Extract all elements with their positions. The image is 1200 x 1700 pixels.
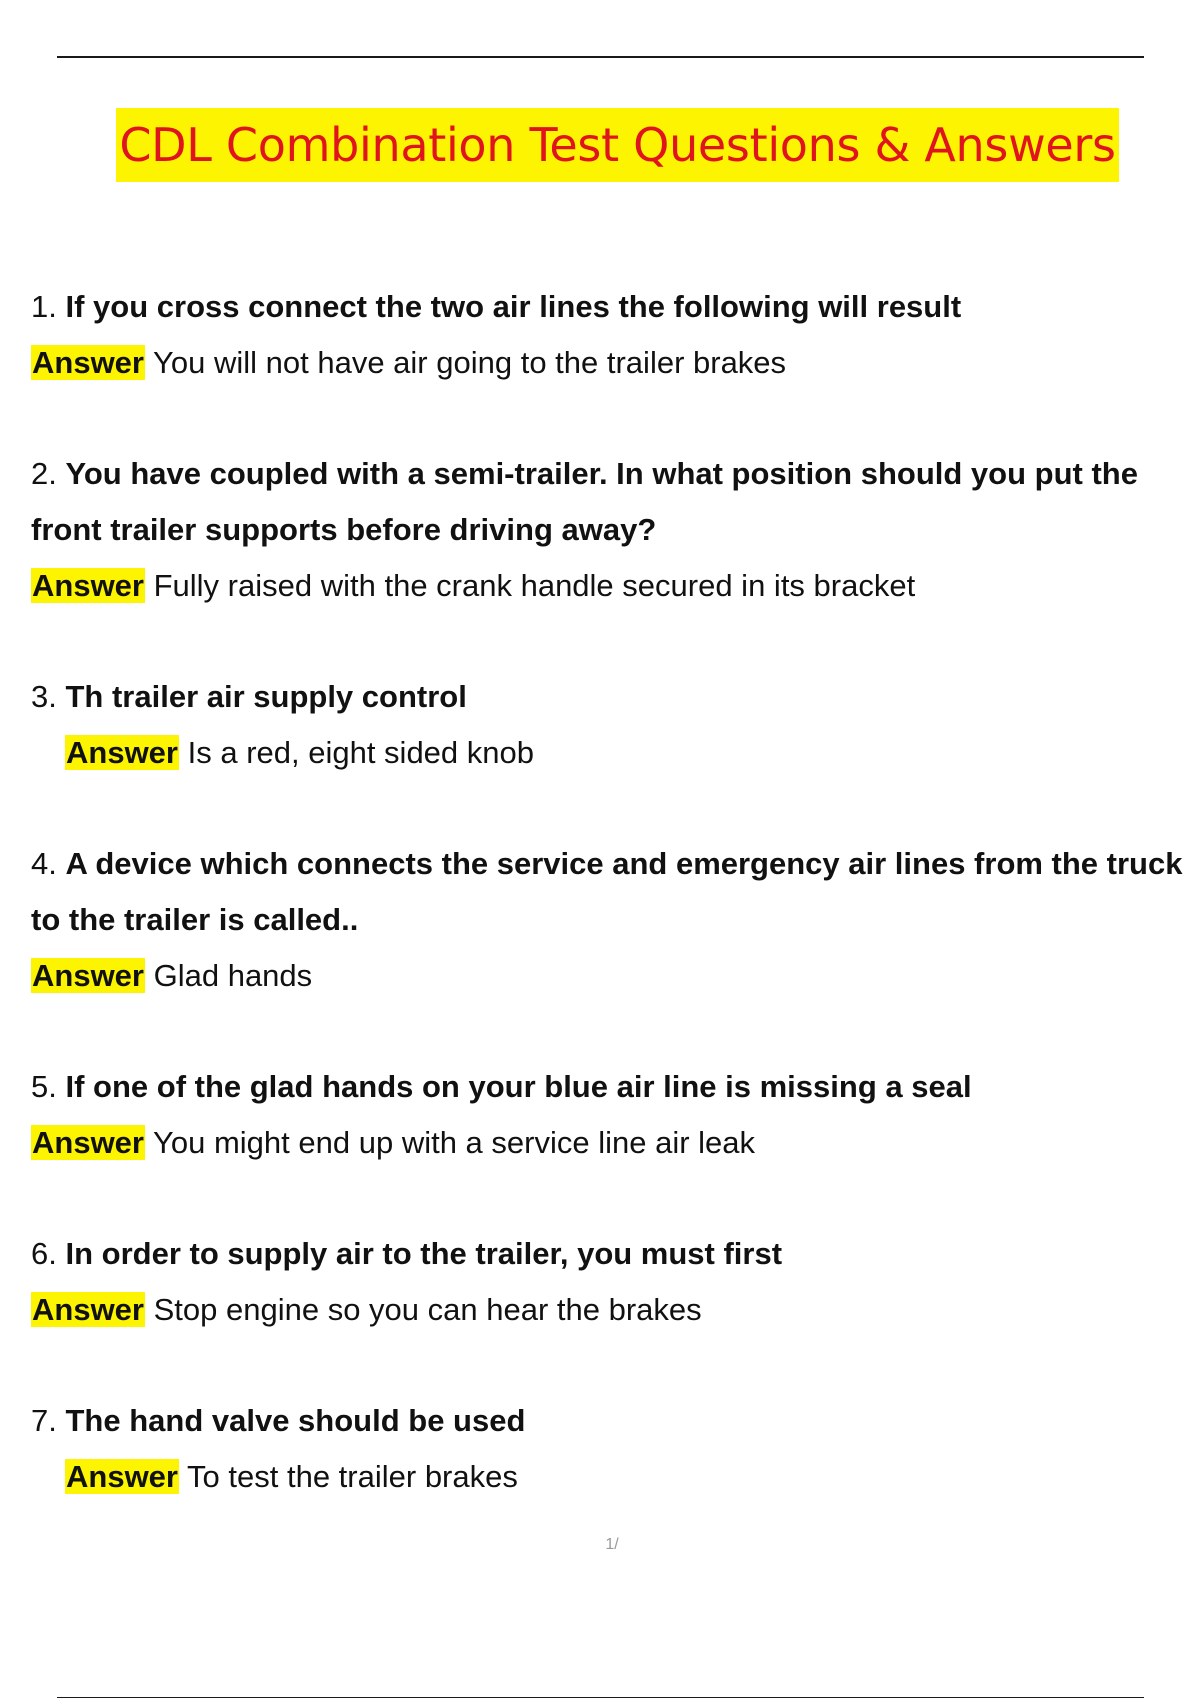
- question-text: The hand valve should be used: [65, 1403, 526, 1438]
- question-number: 1.: [31, 289, 57, 324]
- qa-item-6: [31, 1226, 1196, 1338]
- question: [31, 836, 1196, 948]
- document-title: CDL Combination Test Questions & Answers: [116, 108, 1118, 182]
- answer: [31, 948, 1196, 1004]
- question: [31, 446, 1196, 558]
- qa-item-7: [31, 1393, 1196, 1505]
- answer-text: You might end up with a service line air leak: [153, 1125, 756, 1160]
- qa-item-5: [31, 1059, 1196, 1171]
- question-number: 3.: [31, 679, 57, 714]
- question: [31, 279, 1196, 335]
- answer-label: Answer: [32, 958, 144, 993]
- question-number: 4.: [31, 846, 57, 881]
- question-text: Th trailer air supply control: [65, 679, 467, 714]
- answer-label: Answer: [32, 345, 144, 380]
- question-number: 7.: [31, 1403, 57, 1438]
- answer: [31, 1115, 1196, 1171]
- answer-text: Glad hands: [153, 958, 313, 993]
- title-container: [0, 108, 1200, 182]
- answer: [31, 558, 1196, 614]
- answer-text: Is a red, eight sided knob: [187, 735, 534, 770]
- answer-text: To test the trailer brakes: [187, 1459, 518, 1494]
- question: [31, 1226, 1196, 1282]
- question-text: A device which connects the service and emergency air lines from the truck to the trailer is called..: [31, 846, 1183, 937]
- answer-label: Answer: [66, 735, 178, 770]
- question-text: If you cross connect the two air lines the following will result: [65, 289, 962, 324]
- top-rule: [57, 56, 1144, 58]
- qa-item-4: [31, 836, 1196, 1004]
- answer-label: Answer: [66, 1459, 178, 1494]
- qa-item-3: [31, 669, 1196, 781]
- answer-text: Fully raised with the crank handle secured in its bracket: [153, 568, 916, 603]
- question-text: You have coupled with a semi-trailer. In what position should you put the front trailer supports before driving away?: [31, 456, 1138, 547]
- answer-label: Answer: [32, 568, 144, 603]
- question-number: 6.: [31, 1236, 57, 1271]
- answer-label: Answer: [32, 1125, 144, 1160]
- question-number: 2.: [31, 456, 57, 491]
- question-text: In order to supply air to the trailer, you must first: [65, 1236, 783, 1271]
- answer-label: Answer: [32, 1292, 144, 1327]
- qa-item-2: [31, 446, 1196, 614]
- answer: [31, 725, 1196, 781]
- page-number: 1/: [605, 1536, 619, 1553]
- answer-text: Stop engine so you can hear the brakes: [153, 1292, 702, 1327]
- question: [31, 1059, 1196, 1115]
- bottom-rule: [57, 1697, 1144, 1698]
- answer-text: You will not have air going to the trailer brakes: [153, 345, 787, 380]
- question: [31, 669, 1196, 725]
- question-text: If one of the glad hands on your blue air line is missing a seal: [65, 1069, 972, 1104]
- question-number: 5.: [31, 1069, 57, 1104]
- answer: [31, 335, 1196, 391]
- qa-item-1: [31, 279, 1196, 391]
- answer: [31, 1282, 1196, 1338]
- answer: [31, 1449, 1196, 1505]
- question: [31, 1393, 1196, 1449]
